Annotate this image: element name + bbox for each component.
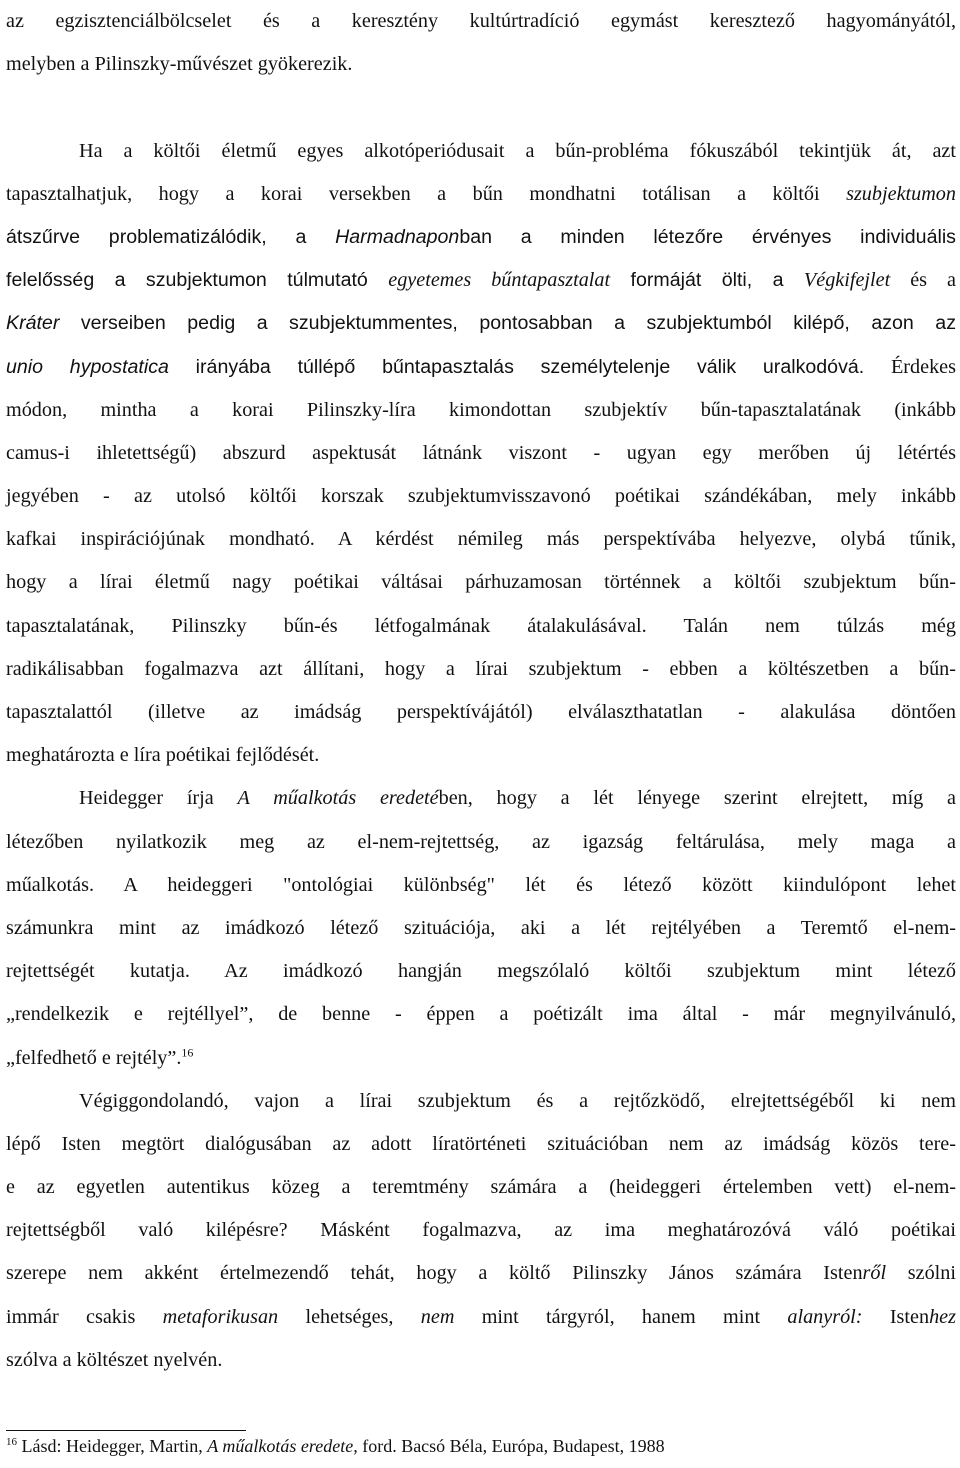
text-line: módon, mintha a korai Pilinszky-líra kimondottan szubjektív bűn-tapasztalatának (inkább bbox=[6, 398, 956, 421]
text-line: tapasztalhatjuk, hogy a korai versekben a bűn mondhatni totálisan a költői szubjektumon bbox=[6, 182, 956, 205]
emphasis: hez bbox=[929, 1305, 956, 1328]
text-line: hogy a lírai életmű nagy poétikai váltásai párhuzamosan történnek a költői szubjektum bűn- bbox=[6, 571, 956, 594]
emphasis: nem bbox=[420, 1305, 455, 1328]
paragraph-heidegger bbox=[6, 777, 956, 1079]
text-line: rejtettségből való kilépésre? Másként fogalmazva, az ima meghatározóvá váló poétikai bbox=[6, 1219, 956, 1242]
text-line: rejtettségét kutatja. Az imádkozó hangján megszólaló költői szubjektum mint létező bbox=[6, 960, 956, 983]
text-line: Ha a költői életmű egyes alkotóperiódusait a bűn-probléma fókuszából tekintjük át, azt bbox=[79, 139, 956, 162]
text-line: jegyében - az utolsó költői korszak szubjektumvisszavonó poétikai szándékában, mely inkább bbox=[6, 485, 956, 508]
footnote-title: A műalkotás eredete, bbox=[207, 1436, 358, 1456]
text-line: e az egyetlen autentikus közeg a teremtmény számára a (heideggeri értelemben vett) el-nem- bbox=[6, 1176, 956, 1199]
footnote: $^{16}$ Lásd: Heidegger, Martin, A műalkotás eredete, ford. Bacsó Béla, Európa, Budapest, 1988 bbox=[6, 1436, 665, 1456]
text-line: szólva a költészet nyelvén. bbox=[6, 1348, 223, 1371]
text-line: unio hypostatica irányába túllépő bűntapasztalás személytelenje válik uralkodóvá. Érdekes bbox=[6, 355, 956, 378]
poem-title: Harmadnapon bbox=[335, 225, 460, 248]
footnote-divider bbox=[6, 1430, 246, 1431]
text-line: „felfedhető e rejtély”.$^{16}$ bbox=[6, 1044, 194, 1069]
emphasis: alanyról: bbox=[787, 1305, 863, 1328]
text-line: „rendelkezik e rejtéllyel”, de benne - éppen a poétizált ima által - már megnyilvánuló, bbox=[6, 1003, 956, 1026]
text-line: kafkai inspirációjúnak mondható. A kérdést némileg más perspektívába helyezve, olybá tűnik, bbox=[6, 528, 956, 551]
document-page bbox=[6, 0, 956, 1382]
text-line: létezőben nyilatkozik meg az el-nem-rejtettség, az igazság feltárulása, mely maga a bbox=[6, 830, 956, 853]
paragraph-intro bbox=[6, 0, 956, 86]
paragraph-dialogue bbox=[6, 1080, 956, 1382]
text-line: camus-i ihletettségű) abszurd aspektusát látnánk viszont - ugyan egy merőben új létértés bbox=[6, 441, 956, 464]
text-line: Heidegger írja A műalkotás eredetében, hogy a lét lényege szerint elrejtett, míg a bbox=[79, 787, 956, 810]
text-line: átszűrve problematizálódik, a Harmadnaponban a minden létezőre érvényes individuális bbox=[6, 225, 956, 248]
text-line: melyben a Pilinszky-művészet gyökerezik. bbox=[6, 53, 353, 76]
text-line: felelősség a szubjektumon túlmutató egyetemes bűntapasztalat formáját ölti, a Végkifejlet és a bbox=[6, 269, 957, 292]
poem-title: Végkifejlet bbox=[803, 269, 891, 292]
text-line: számunkra mint az imádkozó létező szituációja, aki a lét rejtélyében a Teremtő el-nem- bbox=[6, 916, 956, 939]
emphasis: egyetemes bűntapasztalat bbox=[388, 269, 611, 292]
text-line: az egzisztenciálbölcselet és a keresztény kultúrtradíció egymást keresztező hagyományától, bbox=[6, 10, 956, 32]
emphasis: unio hypostatica bbox=[6, 355, 169, 378]
paragraph-sin-problem bbox=[6, 130, 956, 778]
text-line: szerepe nem akként értelmezendő tehát, hogy a költő Pilinszky János számára Istenről szólni bbox=[6, 1262, 956, 1285]
text-line: műalkotás. A heideggeri "ontológiai különbség" lét és létező között kiindulópont lehet bbox=[6, 873, 956, 896]
book-title: A műalkotás eredeté bbox=[237, 787, 439, 810]
text-line: Végiggondolandó, vajon a lírai szubjektum és a rejtőzködő, elrejtettségéből ki nem bbox=[79, 1089, 956, 1112]
emphasis: metaforikusan bbox=[162, 1305, 279, 1328]
footnote-number: 16 bbox=[6, 1436, 17, 1448]
poem-title: Kráter bbox=[6, 312, 60, 335]
text-line: meghatározta e líra poétikai fejlődését. bbox=[6, 744, 320, 767]
text-line: Kráter verseiben pedig a szubjektummentes, pontosabban a szubjektumból kilépő, azon az bbox=[6, 312, 956, 335]
text-line: lépő Isten megtört dialógusában az adott líratörténeti szituációban nem az imádság közös tere- bbox=[6, 1132, 956, 1155]
text-line: tapasztalatának, Pilinszky bűn-és létfogalmának átalakulásával. Talán nem túlzás még bbox=[6, 614, 956, 637]
emphasis: szubjektumon bbox=[846, 182, 956, 205]
text-line: tapasztalattól (illetve az imádság perspektívájától) elválaszthatatlan - alakulása döntően bbox=[6, 701, 956, 723]
footnote-ref[interactable]: 16 bbox=[181, 1044, 194, 1059]
text-line: immár csakis metaforikusan lehetséges, nem mint tárgyról, hanem mint alanyról: Istenhez bbox=[6, 1305, 956, 1328]
emphasis: ről bbox=[862, 1262, 887, 1285]
text-line: radikálisabban fogalmazva azt állítani, hogy a lírai szubjektum - ebben a költészetben a bűn- bbox=[6, 657, 956, 680]
